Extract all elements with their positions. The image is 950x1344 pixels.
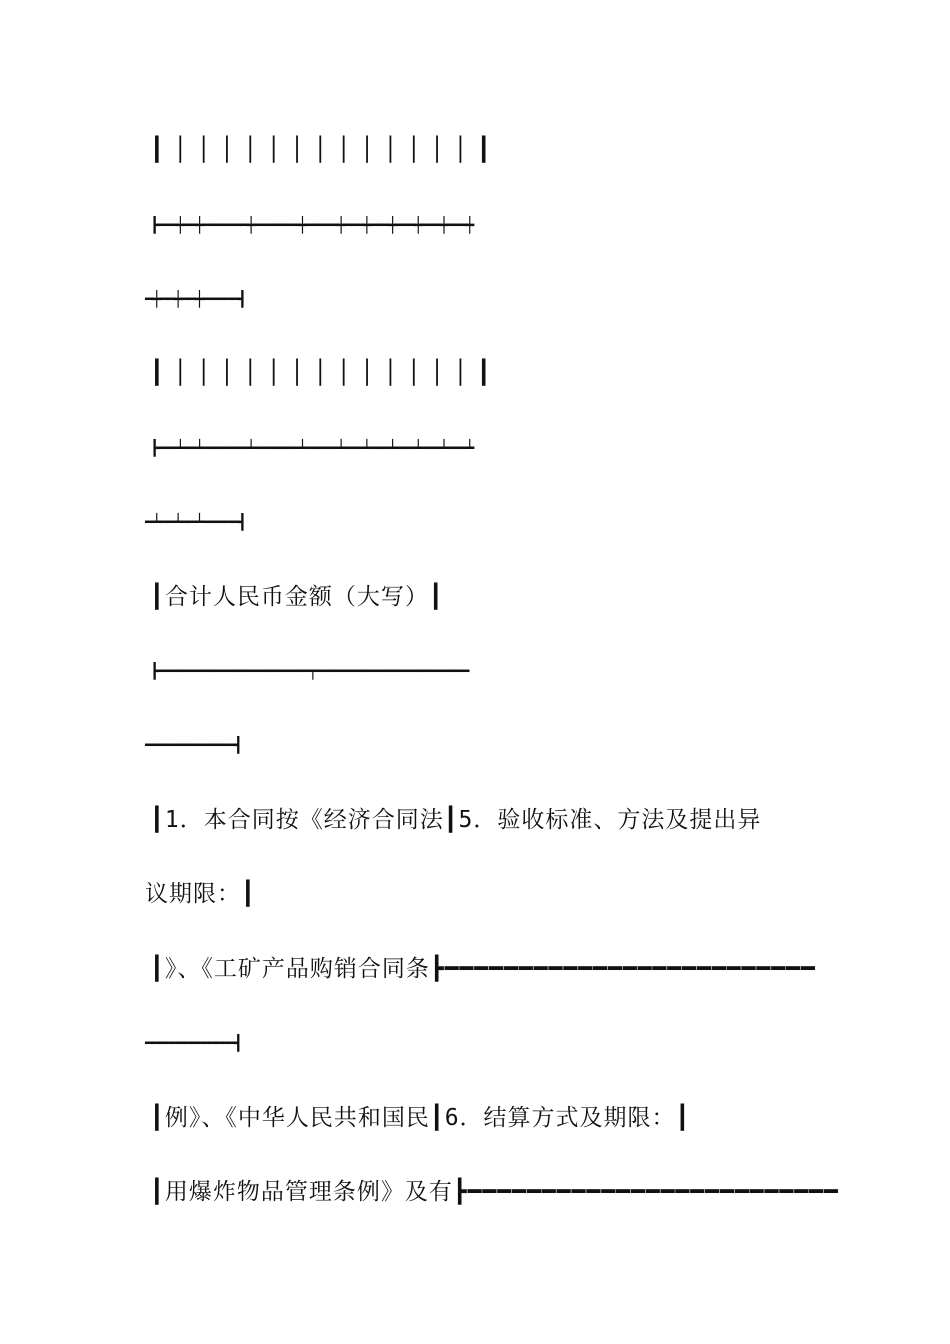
table-border-line: ━┷━━┷━━┷━━━━━┫ [145, 513, 245, 531]
total-amount-label: ┃合计人民币金额（大写）┃ [150, 584, 444, 610]
table-border-line: ┣━━━┷━━┷━━━━━━━┷━━━━━━━┷━━━━━┷━━━┷━━━┷━━━┷━━━┷━━━┷ [150, 439, 472, 457]
table-border-line: ━┿━━┿━━┿━━━━━┫ [145, 290, 245, 308]
table-border-line: ━━━━━━━━━━━━━━┫ [145, 1034, 240, 1052]
table-border-line: ┃│││││││││││││┃ [150, 137, 501, 163]
contract-clause-text: 议期限：┃ [145, 881, 256, 907]
contract-clause-text: ┃》、《工矿产品购销合同条┣━━━━━━━━━━━━━━━━━━━━━━━━━ [150, 956, 816, 982]
table-border-line: ┣━━━┿━━┿━━━━━━━┿━━━━━━━┿━━━━━┿━━━┿━━━┿━━━┿━━━┿━━━┿ [150, 216, 472, 234]
table-border-line: ┃│││││││││││││┃ [150, 360, 501, 386]
contract-clause-text: ┃1．本合同按《经济合同法┃5．验收标准、方法及提出异 [150, 807, 762, 833]
contract-clause-text: ┃用爆炸物品管理条例》及有┣━━━━━━━━━━━━━━━━━━━━━━━━━ [150, 1179, 839, 1205]
contract-clause-text: ┃例》、《中华人民共和国民┃6．结算方式及期限：┃ [150, 1105, 691, 1131]
table-border-line: ━━━━━━━━━━━━━━┫ [145, 736, 240, 754]
table-border-line: ┣━━━━━━━━━━━━━━━━━━━━━━━━┯━━━━━━━━━━━━━━━━━━━━━━━━ [150, 662, 467, 680]
